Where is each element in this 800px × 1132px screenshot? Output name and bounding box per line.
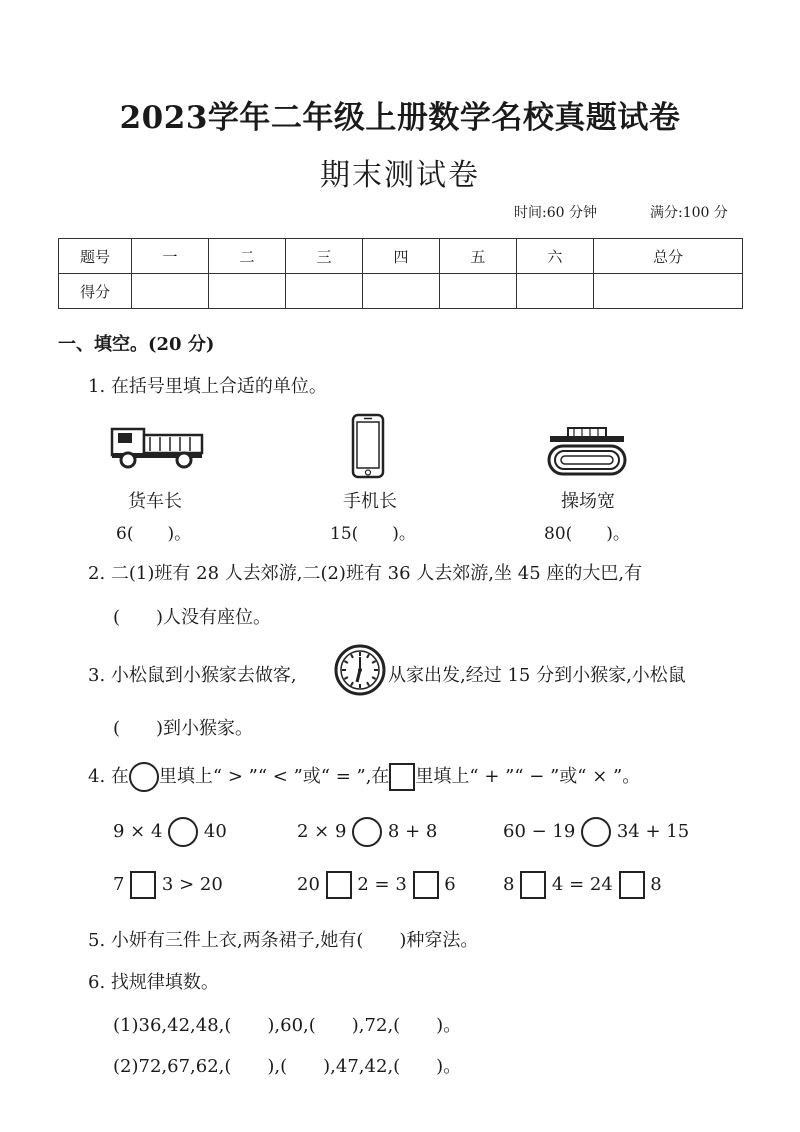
score-table-score-row	[59, 274, 743, 309]
q5-text: 5. 小妍有三件上衣,两条裙子,她有( )种穿法。	[88, 930, 479, 951]
page-title: 2023学年二年级上册数学名校真题试卷	[119, 100, 681, 136]
q1-caption: 货车长	[128, 491, 182, 512]
score-cell-empty[interactable]	[439, 274, 516, 309]
score-cell-header: 总分	[593, 239, 742, 274]
q4-text: 里填上“ + ”“ − ”或“ × ”。	[415, 766, 641, 787]
truck-icon	[110, 413, 206, 469]
compare-circle[interactable]	[352, 817, 382, 847]
exam-full-score: 满分:100 分	[650, 205, 728, 221]
expr-right: 40	[203, 821, 227, 842]
q6-sequence-2[interactable]: (2)72,67,62,( ),( ),47,42,( )。	[113, 1056, 462, 1077]
expr-part: 20	[297, 874, 320, 895]
compare-circle-sample	[129, 762, 159, 792]
q6-sequence-1[interactable]: (1)36,42,48,( ),60,( ),72,( )。	[113, 1015, 462, 1036]
expr-left: 60 − 19	[503, 821, 576, 842]
expr-part: 7	[113, 874, 125, 895]
operator-box[interactable]	[413, 871, 439, 899]
expr-part: 4 = 24	[551, 874, 613, 895]
score-cell-empty[interactable]	[285, 274, 362, 309]
q4-operator-item	[297, 871, 456, 899]
q4-instruction	[88, 762, 640, 792]
q3-text-end: 从家出发,经过 15 分到小猴家,小松鼠	[388, 665, 686, 686]
score-cell-header: 一	[132, 239, 209, 274]
q1-caption: 手机长	[343, 491, 397, 512]
expr-part: 3 > 20	[161, 874, 223, 895]
score-cell-header: 五	[439, 239, 516, 274]
q3-answer-blank[interactable]: ( )到小猴家。	[113, 718, 254, 739]
score-cell-header: 六	[516, 239, 593, 274]
score-cell-empty[interactable]	[516, 274, 593, 309]
q1-prompt: 1. 在括号里填上合适的单位。	[88, 376, 327, 397]
score-cell-label: 得分	[59, 274, 132, 309]
operator-box-sample	[389, 763, 415, 791]
score-cell-empty[interactable]	[208, 274, 285, 309]
q6-prompt: 6. 找规律填数。	[88, 972, 219, 993]
operator-box[interactable]	[619, 871, 645, 899]
phone-icon	[350, 413, 386, 479]
score-cell-header: 二	[208, 239, 285, 274]
score-table	[58, 238, 743, 309]
compare-circle[interactable]	[168, 817, 198, 847]
exam-time: 时间:60 分钟	[514, 205, 597, 221]
score-cell-empty[interactable]	[593, 274, 742, 309]
operator-box[interactable]	[326, 871, 352, 899]
expr-part: 8	[650, 874, 662, 895]
expr-left: 9 × 4	[113, 821, 163, 842]
q1-caption: 操场宽	[561, 491, 615, 512]
score-table-header-row	[59, 239, 743, 274]
q2-text: 2. 二(1)班有 28 人去郊游,二(2)班有 36 人去郊游,坐 45 座的大巴,有	[88, 563, 643, 584]
operator-box[interactable]	[520, 871, 546, 899]
score-cell-header: 三	[285, 239, 362, 274]
score-cell-label: 题号	[59, 239, 132, 274]
expr-right: 34 + 15	[616, 821, 690, 842]
score-cell-empty[interactable]	[362, 274, 439, 309]
q4-compare-item	[503, 817, 689, 847]
compare-circle[interactable]	[581, 817, 611, 847]
expr-part: 6	[444, 874, 456, 895]
expr-part: 2 = 3	[357, 874, 407, 895]
q4-text: 里填上“ > ”“ < ”或“ = ”,在	[158, 766, 390, 787]
clock-icon	[334, 644, 386, 696]
expr-part: 8	[503, 874, 515, 895]
q1-answer-blank[interactable]: 80( )。	[544, 524, 630, 544]
q3-text-start: 3. 小松鼠到小猴家去做客,	[88, 665, 297, 686]
score-cell-header: 四	[362, 239, 439, 274]
score-cell-empty[interactable]	[132, 274, 209, 309]
q4-operator-item	[113, 871, 223, 899]
expr-left: 2 × 9	[297, 821, 347, 842]
page-subtitle: 期末测试卷	[320, 158, 480, 193]
track-icon	[546, 422, 628, 478]
expr-right: 8 + 8	[387, 821, 438, 842]
q4-compare-item	[113, 817, 227, 847]
q1-answer-blank[interactable]: 15( )。	[330, 524, 416, 544]
q4-compare-item	[297, 817, 437, 847]
q4-operator-item	[503, 871, 662, 899]
section-heading: 一、填空。(20 分)	[58, 334, 215, 355]
operator-box[interactable]	[130, 871, 156, 899]
q4-text: 4. 在	[88, 766, 129, 787]
q2-answer-blank[interactable]: ( )人没有座位。	[113, 607, 272, 628]
q1-answer-blank[interactable]: 6( )。	[116, 524, 192, 544]
